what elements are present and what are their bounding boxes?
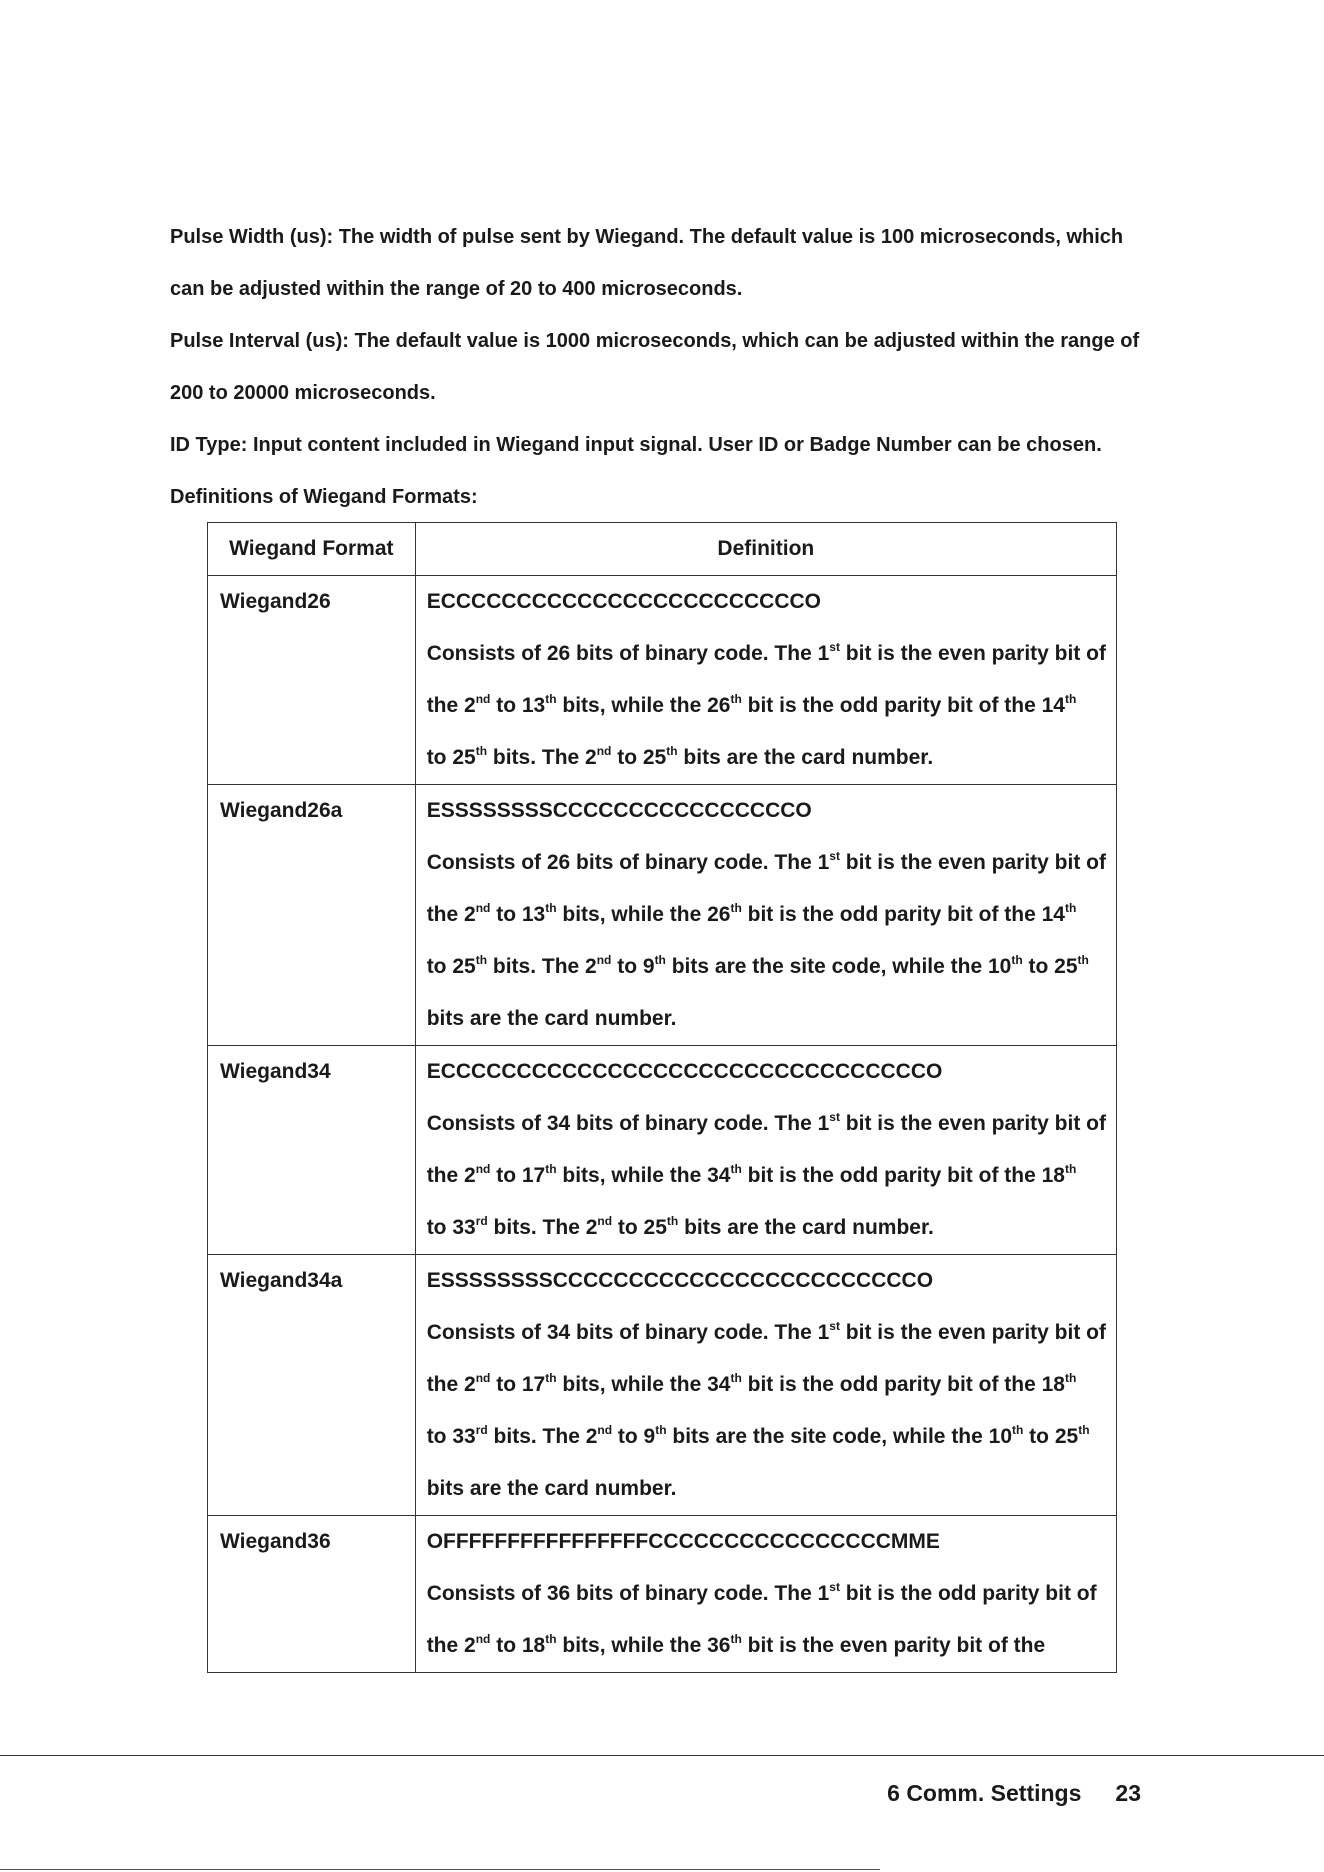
bit-pattern: ECCCCCCCCCCCCCCCCCCCCCCCCO bbox=[426, 590, 822, 613]
definition-text: to 9 bbox=[611, 955, 655, 978]
pulse-width-paragraph bbox=[170, 211, 1170, 315]
definition-text: bits, while the 26 bbox=[556, 694, 731, 717]
definition-text: bits, while the 34 bbox=[556, 1373, 731, 1396]
definition-line bbox=[427, 1098, 1106, 1150]
ordinal-suffix: th bbox=[730, 1632, 742, 1646]
ordinal-suffix: th bbox=[730, 692, 742, 706]
ordinal-suffix: nd bbox=[475, 1371, 491, 1385]
ordinal-suffix: th bbox=[475, 953, 488, 967]
wiegand-format-name: Wiegand34 bbox=[208, 1046, 416, 1255]
definition-text: to 25 bbox=[1023, 1425, 1079, 1448]
definition-text: bits are the site code, while the 10 bbox=[666, 1425, 1013, 1448]
pulse-interval-text-cont: 200 to 20000 microseconds. bbox=[170, 382, 436, 404]
definition-text: Consists of 34 bits of binary code. The 1 bbox=[426, 1321, 830, 1344]
pulse-interval-text: The default value is 1000 microseconds, which can be adjusted within the range of bbox=[348, 330, 1140, 352]
ordinal-suffix: th bbox=[1012, 1423, 1024, 1437]
ordinal-suffix: nd bbox=[596, 744, 612, 758]
definition-text: bits. The 2 bbox=[487, 1216, 598, 1239]
table-row bbox=[208, 785, 1117, 1046]
ordinal-suffix: th bbox=[1064, 901, 1077, 915]
definition-text: Consists of 26 bits of binary code. The 1 bbox=[426, 642, 830, 665]
ordinal-suffix: th bbox=[1064, 1162, 1077, 1176]
ordinal-suffix: th bbox=[730, 1162, 742, 1176]
bit-pattern: ECCCCCCCCCCCCCCCCCCCCCCCCCCCCCCCCO bbox=[426, 1060, 943, 1083]
definition-line bbox=[427, 1411, 1106, 1463]
ordinal-suffix: th bbox=[1011, 953, 1023, 967]
definition-line bbox=[427, 993, 1106, 1045]
ordinal-suffix: nd bbox=[475, 1632, 491, 1646]
definition-text: bits. The 2 bbox=[487, 1425, 598, 1448]
definition-text: bit is the odd parity bit of the 18 bbox=[741, 1373, 1065, 1396]
wiegand-formats-table bbox=[207, 522, 1117, 1673]
definition-line bbox=[427, 889, 1106, 941]
definition-line bbox=[427, 1202, 1106, 1254]
definition-text: bit is the even parity bit of the bbox=[741, 1634, 1046, 1657]
definitions-heading: Definitions of Wiegand Formats: bbox=[170, 486, 478, 508]
definition-line bbox=[427, 941, 1106, 993]
definition-text: the 2 bbox=[426, 1373, 476, 1396]
definition-text: to 17 bbox=[490, 1164, 546, 1187]
ordinal-suffix: th bbox=[545, 692, 557, 706]
definition-text: to 25 bbox=[1022, 955, 1078, 978]
table-row bbox=[208, 1046, 1117, 1255]
wiegand-definition bbox=[415, 785, 1116, 1046]
ordinal-suffix: st bbox=[829, 1110, 840, 1124]
definition-text: the 2 bbox=[426, 1634, 476, 1657]
definition-text: to 25 bbox=[426, 955, 476, 978]
ordinal-suffix: th bbox=[1078, 1423, 1090, 1437]
ordinal-suffix: nd bbox=[475, 901, 491, 915]
bit-pattern: OFFFFFFFFFFFFFFFFCCCCCCCCCCCCCCCCMME bbox=[426, 1530, 940, 1553]
footer-section-title: 6 Comm. Settings bbox=[887, 1780, 1082, 1806]
definition-line bbox=[427, 1307, 1106, 1359]
definition-text: Consists of 34 bits of binary code. The 1 bbox=[426, 1112, 830, 1135]
ordinal-suffix: rd bbox=[475, 1214, 488, 1228]
definition-text: bits are the card number. bbox=[677, 746, 934, 769]
definition-line bbox=[427, 1620, 1106, 1672]
ordinal-suffix: th bbox=[730, 901, 742, 915]
ordinal-suffix: th bbox=[730, 1371, 742, 1385]
ordinal-suffix: th bbox=[545, 1632, 557, 1646]
header-definition: Definition bbox=[415, 523, 1116, 576]
definition-line bbox=[427, 837, 1106, 889]
definition-text: the 2 bbox=[426, 1164, 476, 1187]
bottom-divider bbox=[0, 1869, 880, 1870]
table-row bbox=[208, 576, 1117, 785]
wiegand-format-name: Wiegand34a bbox=[208, 1255, 416, 1516]
pulse-width-label: Pulse Width (us): bbox=[170, 226, 334, 248]
definition-line bbox=[427, 1463, 1106, 1515]
ordinal-suffix: th bbox=[654, 953, 666, 967]
definition-line bbox=[427, 1568, 1106, 1620]
ordinal-suffix: th bbox=[1064, 1371, 1077, 1385]
definition-text: bits are the card number. bbox=[426, 1477, 677, 1500]
definition-line bbox=[427, 1150, 1106, 1202]
definition-text: Consists of 26 bits of binary code. The 1 bbox=[426, 851, 830, 874]
pulse-interval-label: Pulse Interval (us): bbox=[170, 330, 349, 352]
definition-line bbox=[427, 1359, 1106, 1411]
ordinal-suffix: nd bbox=[597, 1423, 613, 1437]
ordinal-suffix: st bbox=[829, 1319, 840, 1333]
definition-text: Consists of 36 bits of binary code. The 1 bbox=[426, 1582, 830, 1605]
table-row bbox=[208, 1255, 1117, 1516]
table-row bbox=[208, 1516, 1117, 1673]
pulse-width-text-cont: can be adjusted within the range of 20 to 400 microseconds. bbox=[170, 278, 743, 300]
definition-line bbox=[427, 732, 1106, 784]
wiegand-definition bbox=[415, 1516, 1116, 1673]
page-footer bbox=[887, 1780, 1141, 1807]
ordinal-suffix: rd bbox=[475, 1423, 488, 1437]
ordinal-suffix: st bbox=[829, 1580, 840, 1594]
ordinal-suffix: nd bbox=[475, 692, 491, 706]
ordinal-suffix: th bbox=[655, 1423, 667, 1437]
definition-text: to 25 bbox=[612, 1216, 667, 1239]
definition-text: the 2 bbox=[426, 694, 476, 717]
wiegand-definition bbox=[415, 1255, 1116, 1516]
definition-text: bits are the site code, while the 10 bbox=[665, 955, 1012, 978]
bit-pattern: ESSSSSSSSCCCCCCCCCCCCCCCCCCCCCCCCO bbox=[426, 1269, 934, 1292]
wiegand-format-name: Wiegand26 bbox=[208, 576, 416, 785]
definition-text: to 17 bbox=[490, 1373, 546, 1396]
definition-text: to 18 bbox=[490, 1634, 546, 1657]
ordinal-suffix: nd bbox=[475, 1162, 491, 1176]
definition-text: to 25 bbox=[611, 746, 667, 769]
definition-text: bit is the odd parity bit of bbox=[839, 1582, 1097, 1605]
wiegand-format-name: Wiegand26a bbox=[208, 785, 416, 1046]
definition-text: to 13 bbox=[490, 903, 546, 926]
ordinal-suffix: th bbox=[545, 1162, 557, 1176]
definition-text: bit is the even parity bit of bbox=[839, 642, 1106, 665]
ordinal-suffix: th bbox=[475, 744, 488, 758]
header-wiegand-format: Wiegand Format bbox=[208, 523, 416, 576]
definition-text: bit is the odd parity bit of the 14 bbox=[741, 694, 1065, 717]
definition-text: bits. The 2 bbox=[487, 955, 597, 978]
definition-text: to 33 bbox=[426, 1216, 476, 1239]
definition-line bbox=[427, 680, 1106, 732]
ordinal-suffix: nd bbox=[597, 1214, 613, 1228]
ordinal-suffix: th bbox=[1064, 692, 1077, 706]
ordinal-suffix: st bbox=[829, 849, 840, 863]
id-type-paragraph: ID Type: Input content included in Wiegand input signal. User ID or Badge Number can be chosen. bbox=[170, 434, 1102, 456]
definition-text: bit is the odd parity bit of the 14 bbox=[741, 903, 1065, 926]
definition-text: bits, while the 34 bbox=[556, 1164, 731, 1187]
definition-text: bits are the card number. bbox=[678, 1216, 934, 1239]
footer-divider bbox=[0, 1755, 1324, 1756]
definition-text: bits are the card number. bbox=[426, 1007, 677, 1030]
ordinal-suffix: th bbox=[545, 901, 557, 915]
definition-text: bit is the odd parity bit of the 18 bbox=[741, 1164, 1065, 1187]
page-number: 23 bbox=[1115, 1780, 1141, 1806]
ordinal-suffix: th bbox=[666, 744, 678, 758]
definition-text: bits, while the 26 bbox=[556, 903, 731, 926]
definition-text: to 9 bbox=[612, 1425, 656, 1448]
pulse-interval-paragraph bbox=[170, 315, 1170, 419]
wiegand-definition bbox=[415, 576, 1116, 785]
definition-text: to 33 bbox=[426, 1425, 476, 1448]
table-header-row bbox=[208, 523, 1117, 576]
definition-line bbox=[427, 628, 1106, 680]
ordinal-suffix: th bbox=[666, 1214, 679, 1228]
ordinal-suffix: nd bbox=[596, 953, 612, 967]
definition-text: to 25 bbox=[426, 746, 476, 769]
pulse-width-text: The width of pulse sent by Wiegand. The default value is 100 microseconds, which bbox=[333, 226, 1124, 248]
ordinal-suffix: st bbox=[829, 640, 840, 654]
definition-text: bits, while the 36 bbox=[556, 1634, 731, 1657]
definition-text: to 13 bbox=[490, 694, 546, 717]
bit-pattern: ESSSSSSSSCCCCCCCCCCCCCCCCO bbox=[426, 799, 812, 822]
wiegand-format-name: Wiegand36 bbox=[208, 1516, 416, 1673]
wiegand-definition bbox=[415, 1046, 1116, 1255]
definition-text: bit is the even parity bit of bbox=[839, 1112, 1106, 1135]
definition-text: bits. The 2 bbox=[487, 746, 597, 769]
ordinal-suffix: th bbox=[545, 1371, 557, 1385]
definition-text: bit is the even parity bit of bbox=[839, 1321, 1106, 1344]
ordinal-suffix: th bbox=[1077, 953, 1089, 967]
definition-text: the 2 bbox=[426, 903, 476, 926]
definition-text: bit is the even parity bit of bbox=[839, 851, 1106, 874]
